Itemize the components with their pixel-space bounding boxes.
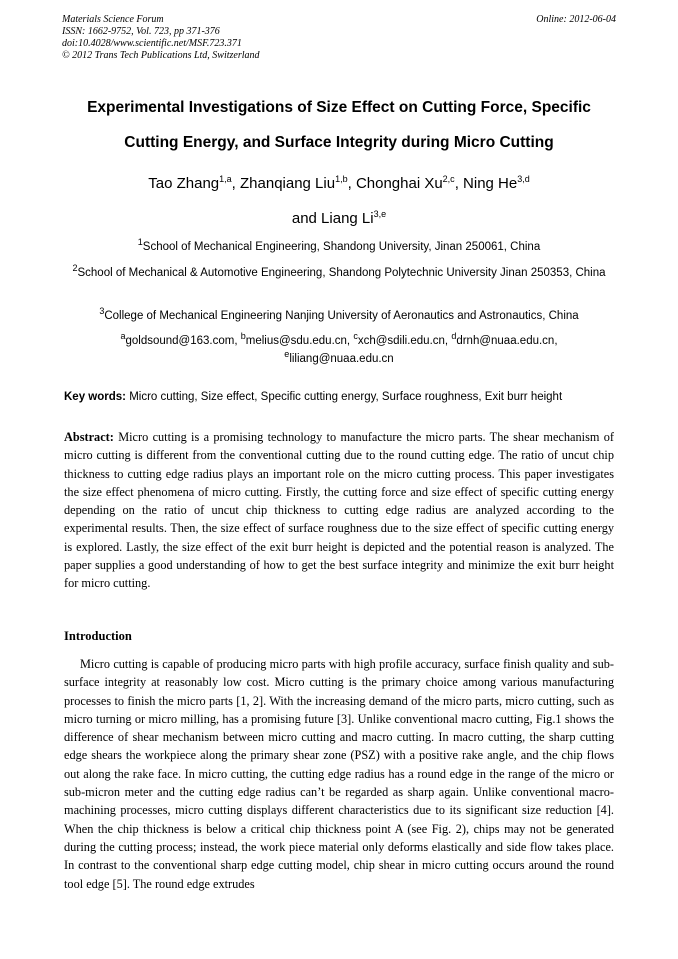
abstract-label: Abstract:	[64, 430, 114, 444]
author-sup: 3,d	[517, 174, 530, 184]
author-sup: 1,a	[219, 174, 232, 184]
keywords-label: Key words:	[64, 391, 126, 403]
affiliation-1	[49, 238, 629, 256]
author-sup: 2,c	[442, 174, 455, 184]
author-name: Zhanqiang Liu	[240, 175, 336, 192]
author-name: and Liang Li	[291, 210, 374, 227]
journal-issn: ISSN: 1662-9752, Vol. 723, pp 371-376	[62, 26, 220, 37]
journal-name: Materials Science Forum	[62, 14, 164, 25]
journal-header	[62, 14, 616, 62]
email-address[interactable]: xch@sdili.edu.cn,	[357, 335, 452, 347]
author-separator: ,	[231, 175, 240, 192]
affiliation-2	[49, 264, 629, 282]
email-sup: a	[120, 331, 126, 342]
author-sup: 1,b	[335, 174, 348, 184]
author-line-1	[40, 166, 638, 201]
online-date: Online: 2012-06-04	[536, 14, 616, 25]
affiliation-text: School of Mechanical Engineering, Shandong University, Jinan 250061, China	[142, 241, 541, 253]
affiliation-text: School of Mechanical & Automotive Engineering, Shandong Polytechnic University Jinan 250353, China	[77, 267, 606, 279]
affiliation-sup: 3	[99, 306, 105, 317]
affiliation-sup: 1	[137, 237, 143, 248]
title-line-2: Cutting Energy, and Surface Integrity during Micro Cutting	[124, 134, 554, 151]
email-address[interactable]: melius@sdu.edu.cn,	[245, 335, 354, 347]
paper-title	[40, 90, 638, 160]
journal-copyright: © 2012 Trans Tech Publications Ltd, Switzerland	[62, 50, 260, 61]
abstract	[64, 428, 614, 593]
email-address[interactable]: goldsound@163.com,	[125, 335, 241, 347]
journal-doi: doi:10.4028/www.scientific.net/MSF.723.371	[62, 38, 242, 49]
author-name: Ning He	[463, 175, 518, 192]
email-address[interactable]: liliang@nuaa.edu.cn	[289, 353, 394, 365]
affiliation-sup: 2	[72, 263, 78, 274]
email-sup: c	[353, 331, 358, 342]
author-sup: 3,e	[373, 209, 387, 219]
email-sup: d	[451, 331, 457, 342]
author-list	[40, 166, 638, 236]
keywords-text: Micro cutting, Size effect, Specific cutting energy, Surface roughness, Exit burr height	[126, 391, 563, 403]
email-sup: e	[284, 349, 290, 360]
author-line-2	[40, 201, 638, 236]
section-heading-introduction: Introduction	[64, 629, 132, 643]
author-name: Tao Zhang	[148, 175, 220, 192]
author-emails	[89, 332, 589, 368]
abstract-text: Micro cutting is a promising technology to manufacture the micro parts. The shear mechanism of micro cutting is different from the conventional cutting due to the round cutting edge. The ratio of uncut chip thickness to cutting edge radius plays an important role on the micro cutting process. This paper investigates the size effect phenomena of micro cutting. Firstly, the cutting force and size effect of specific cutting energy depending on the ratio of uncut chip thickness to cutting edge radius are analyzed according to the experimental results. Then, the size effect of surface roughness due to the size effect of specific cutting energy is explored. Lastly, the size effect of the exit burr height is depicted and the potential reason is analyzed. The paper supplies a good understanding of how to get the best surface integrity and minimize the exit burr height for micro cutting.	[64, 430, 614, 591]
email-address[interactable]: drnh@nuaa.edu.cn,	[456, 335, 558, 347]
author-separator: ,	[347, 175, 356, 192]
author-name: Chonghai Xu	[355, 175, 443, 192]
affiliation-3	[49, 307, 629, 325]
email-sup: b	[240, 331, 246, 342]
title-line-1: Experimental Investigations of Size Effect on Cutting Force, Specific	[87, 99, 591, 116]
keywords	[64, 388, 624, 406]
author-separator: ,	[454, 175, 464, 192]
affiliation-text: College of Mechanical Engineering Nanjing University of Aeronautics and Astronautics, China	[104, 310, 579, 322]
introduction-paragraph: Micro cutting is capable of producing micro parts with high profile accuracy, surface finish quality and sub-surface integrity at reasonably low cost. Micro cutting is the primary choice among various manufacturing processes to finish the micro parts [1, 2]. With the increasing demand of the micro parts, micro cutting, such as micro turning or micro milling, has a promising future [3]. Unlike conventional macro cutting, Fig.1 shows the difference of shear mechanism between micro cutting and macro cutting. In macro cutting, the sharp cutting edge shears the workpiece along the primary shear zone (PSZ) with a positive rake angle, and the chip flows out along the rake face. In micro cutting, the cutting edge radius has a round edge in the range of the micro or sub-micron meter and the cutting edge radius can’t be regarded as sharp again. Unlike conventional macro-machining processes, micro cutting displays different characteristics due to its significant size reduction [4]. When the chip thickness is below a critical chip thickness point A (see Fig. 2), chips may not be generated during the cutting process; instead, the work piece material only deforms elastically and side flow takes place. In contrast to the conventional sharp edge cutting model, chip shear in micro cutting occurs around the round tool edge [5]. The round edge extrudes	[64, 657, 614, 891]
